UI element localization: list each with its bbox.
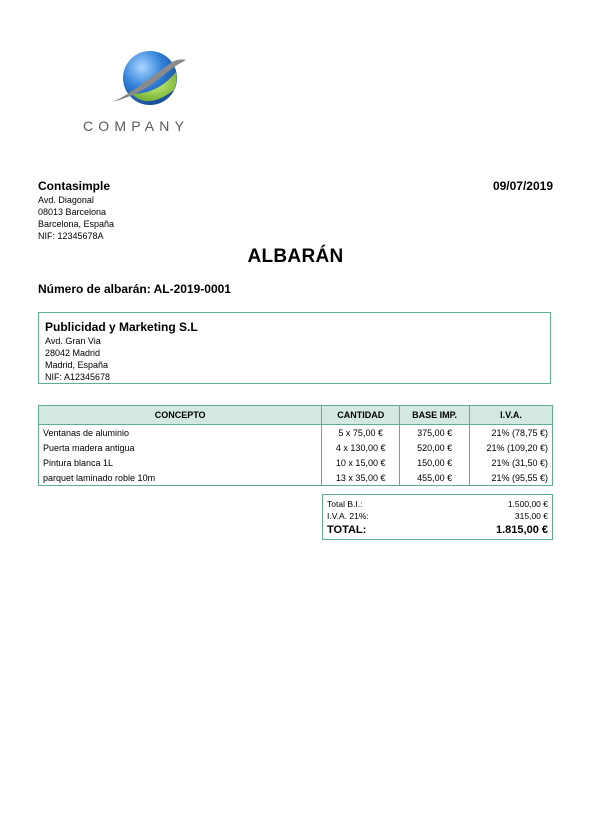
cell-cantidad: 13 x 35,00 € (322, 470, 400, 486)
cell-base: 150,00 € (400, 455, 470, 470)
header-concepto: CONCEPTO (39, 406, 322, 425)
client-box (38, 312, 551, 384)
delivery-number: Número de albarán: AL-2019-0001 (38, 282, 231, 296)
cell-concepto: Pintura blanca 1L (39, 455, 322, 470)
issuer-block (38, 179, 114, 242)
total-iva-row (327, 510, 548, 522)
company-logo (80, 48, 230, 138)
header-iva: I.V.A. (470, 406, 553, 425)
grand-total-label: TOTAL: (327, 524, 367, 536)
cell-concepto: Puerta madera antigua (39, 440, 322, 455)
cell-iva: 21% (31,50 €) (470, 455, 553, 470)
document-title: ALBARÁN (247, 246, 344, 267)
logo-wordmark: COMPANY (83, 118, 190, 134)
table-row (39, 470, 553, 486)
grand-total-value: 1.815,00 € (496, 524, 548, 536)
client-postal-city: 28042 Madrid (45, 348, 101, 358)
cell-base: 455,00 € (400, 470, 470, 486)
header-cantidad: CANTIDAD (322, 406, 400, 425)
table-row (39, 440, 553, 455)
cell-concepto: Ventanas de aluminio (39, 425, 322, 441)
document-date: 09/07/2019 (492, 179, 553, 193)
client-name: Publicidad y Marketing S.L (45, 320, 198, 334)
issuer-address: Avd. Diagonal (38, 195, 94, 205)
cell-iva: 21% (95,55 €) (470, 470, 553, 486)
issuer-region: Barcelona, España (38, 219, 115, 229)
cell-cantidad: 4 x 130,00 € (322, 440, 400, 455)
total-iva-label: I.V.A. 21%: (327, 511, 369, 521)
header-base-imp: BASE IMP. (400, 406, 470, 425)
client-address: Avd. Gran Via (45, 336, 101, 346)
total-iva-value: 315,00 € (514, 511, 548, 521)
total-bi-row (327, 498, 548, 510)
client-region: Madrid, España (45, 360, 109, 370)
total-bi-value: 1.500,00 € (507, 499, 548, 509)
cell-concepto: parquet laminado roble 10m (39, 470, 322, 486)
line-items-table (38, 405, 553, 486)
globe-logo-icon (108, 50, 188, 112)
cell-cantidad: 10 x 15,00 € (322, 455, 400, 470)
totals-box (322, 494, 553, 540)
table-header-row (39, 406, 553, 425)
issuer-postal-city: 08013 Barcelona (38, 207, 107, 217)
table-row (39, 455, 553, 470)
cell-iva: 21% (109,20 €) (470, 440, 553, 455)
cell-base: 375,00 € (400, 425, 470, 441)
issuer-nif: NIF: 12345678A (38, 231, 104, 241)
issuer-name: Contasimple (38, 179, 111, 193)
grand-total-row (327, 523, 548, 538)
table-row (39, 425, 553, 441)
total-bi-label: Total B.I.: (327, 499, 363, 509)
cell-cantidad: 5 x 75,00 € (322, 425, 400, 441)
cell-iva: 21% (78,75 €) (470, 425, 553, 441)
cell-base: 520,00 € (400, 440, 470, 455)
client-nif: NIF: A12345678 (45, 372, 111, 382)
